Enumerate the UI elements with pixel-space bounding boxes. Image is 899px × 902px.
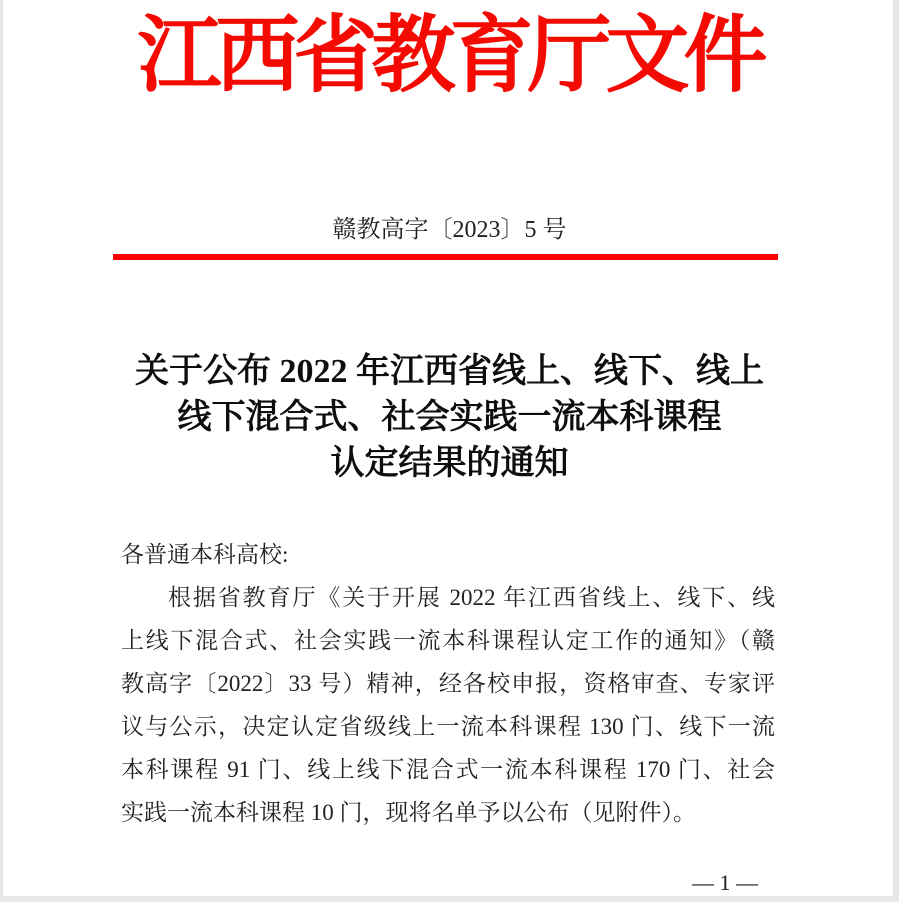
notice-body — [121, 533, 775, 834]
body-paragraph-line: 本科课程 91 门、线上线下混合式一流本科课程 170 门、社会 — [121, 757, 775, 782]
body-paragraph-line: 根据省教育厅《关于开展 2022 年江西省线上、线下、线 — [168, 585, 775, 610]
notice-title — [0, 349, 899, 487]
agency-header-title: 江西省教育厅文件 — [137, 10, 762, 103]
body-salutation: 各普通本科高校: — [121, 542, 289, 567]
notice-title-line-1: 关于公布 2022 年江西省线上、线下、线上 — [135, 353, 764, 390]
body-paragraph-line: 教高字〔2022〕33 号）精神，经各校申报，资格审查、专家评 — [121, 671, 775, 696]
page-number: — 1 — — [692, 870, 758, 895]
document-number: 赣教高字〔2023〕5 号 — [332, 217, 567, 243]
body-paragraph-line: 上线下混合式、社会实践一流本科课程认定工作的通知》（赣 — [121, 628, 775, 653]
body-paragraph-line: 议与公示，决定认定省级线上一流本科课程 130 门、线下一流 — [121, 714, 775, 739]
notice-title-line-3: 认定结果的通知 — [330, 445, 569, 482]
notice-title-line-2: 线下混合式、社会实践一流本科课程 — [177, 399, 722, 436]
red-divider-line — [113, 254, 778, 260]
body-paragraph-line: 实践一流本科课程 10 门，现将名单予以公布（见附件）。 — [121, 800, 696, 825]
page-edge-bottom — [0, 896, 899, 902]
